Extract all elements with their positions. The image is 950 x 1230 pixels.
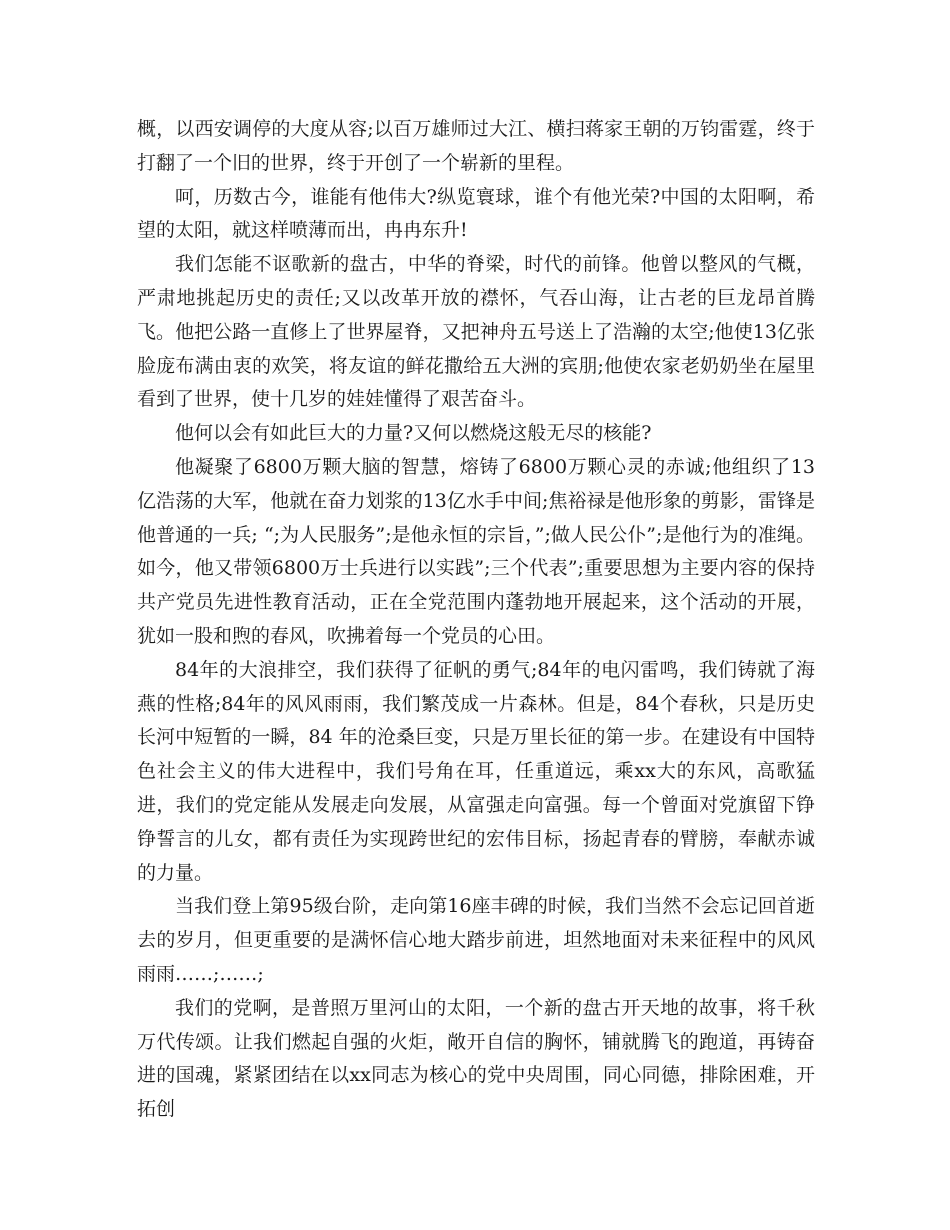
paragraph-6: 84年的大浪排空，我们获得了征帆的勇气;84年的电闪雷鸣，我们铸就了海燕的性格;84年的风风雨雨，我们繁茂成一片森林。但是，84个春秋，只是历史长河中短暂的一瞬，84 年的沧桑巨变，只是万里长征的第一步。在建设有中国特色社会主义的伟大进程中，我们号角在耳，任重道远，乘xx大的东风，高歌猛进，我们的党定能从发展走向发展，从富强走向富强。每一个曾面对党旗留下铮铮誓言的儿女，都有责任为实现跨世纪的宏伟目标，扬起青春的臂膀，奉献赤诚的力量。 bbox=[137, 658, 815, 884]
paragraph-1: 概，以西安调停的大度从容;以百万雄师过大江、横扫蒋家王朝的万钧雷霆，终于打翻了一个旧的世界，终于开创了一个崭新的里程。 bbox=[137, 118, 815, 174]
paragraph-5: 他凝聚了6800万颗大脑的智慧，熔铸了6800万颗心灵的赤诚;他组织了13亿浩荡的大军，他就在奋力划浆的13亿水手中间;焦裕禄是他形象的剪影，雷锋是他普通的一兵; “;为人民服务”;是他永恒的宗旨，”;做人民公仆”;是他行为的准绳。如今，他又带领6800万士兵进行以实践”;三个代表”;重要思想为主要内容的保持共产党员先进性教育活动，正在全党范围内蓬勃地开展起来，这个活动的开展，犹如一股和煦的春风，吹拂着每一个党员的心田。 bbox=[137, 455, 815, 647]
paragraph-3: 我们怎能不讴歌新的盘古，中华的脊梁，时代的前锋。他曾以整风的气概，严肃地挑起历史的责任;又以改革开放的襟怀，气吞山海，让古老的巨龙昂首腾飞。他把公路一直修上了世界屋脊，又把神舟五号送上了浩瀚的太空;他使13亿张脸庞布满由衷的欢笑，将友谊的鲜花撒给五大洲的宾朋;他使农家老奶奶坐在屋里看到了世界，使十几岁的娃娃懂得了艰苦奋斗。 bbox=[137, 253, 815, 411]
paragraph-2: 呵，历数古今，谁能有他伟大?纵览寰球，谁个有他光荣?中国的太阳啊，希望的太阳，就这样喷薄而出，冉冉东升! bbox=[137, 185, 815, 242]
paragraph-7: 当我们登上第95级台阶，走向第16座丰碑的时候，我们当然不会忘记回首逝去的岁月，但更重要的是满怀信心地大踏步前进，坦然地面对未来征程中的风风雨雨……;……; bbox=[137, 895, 815, 985]
paragraph-8: 我们的党啊，是普照万里河山的太阳，一个新的盘古开天地的故事，将千秋万代传颂。让我们燃起自强的火炬，敞开自信的胸怀，铺就腾飞的跑道，再铸奋进的国魂，紧紧团结在以xx同志为核心的党中央周围，同心同德，排除困难，开拓创 bbox=[137, 996, 815, 1121]
document-body bbox=[137, 113, 815, 1127]
paragraph-4: 他何以会有如此巨大的力量?又何以燃烧这般无尽的核能? bbox=[175, 422, 652, 445]
